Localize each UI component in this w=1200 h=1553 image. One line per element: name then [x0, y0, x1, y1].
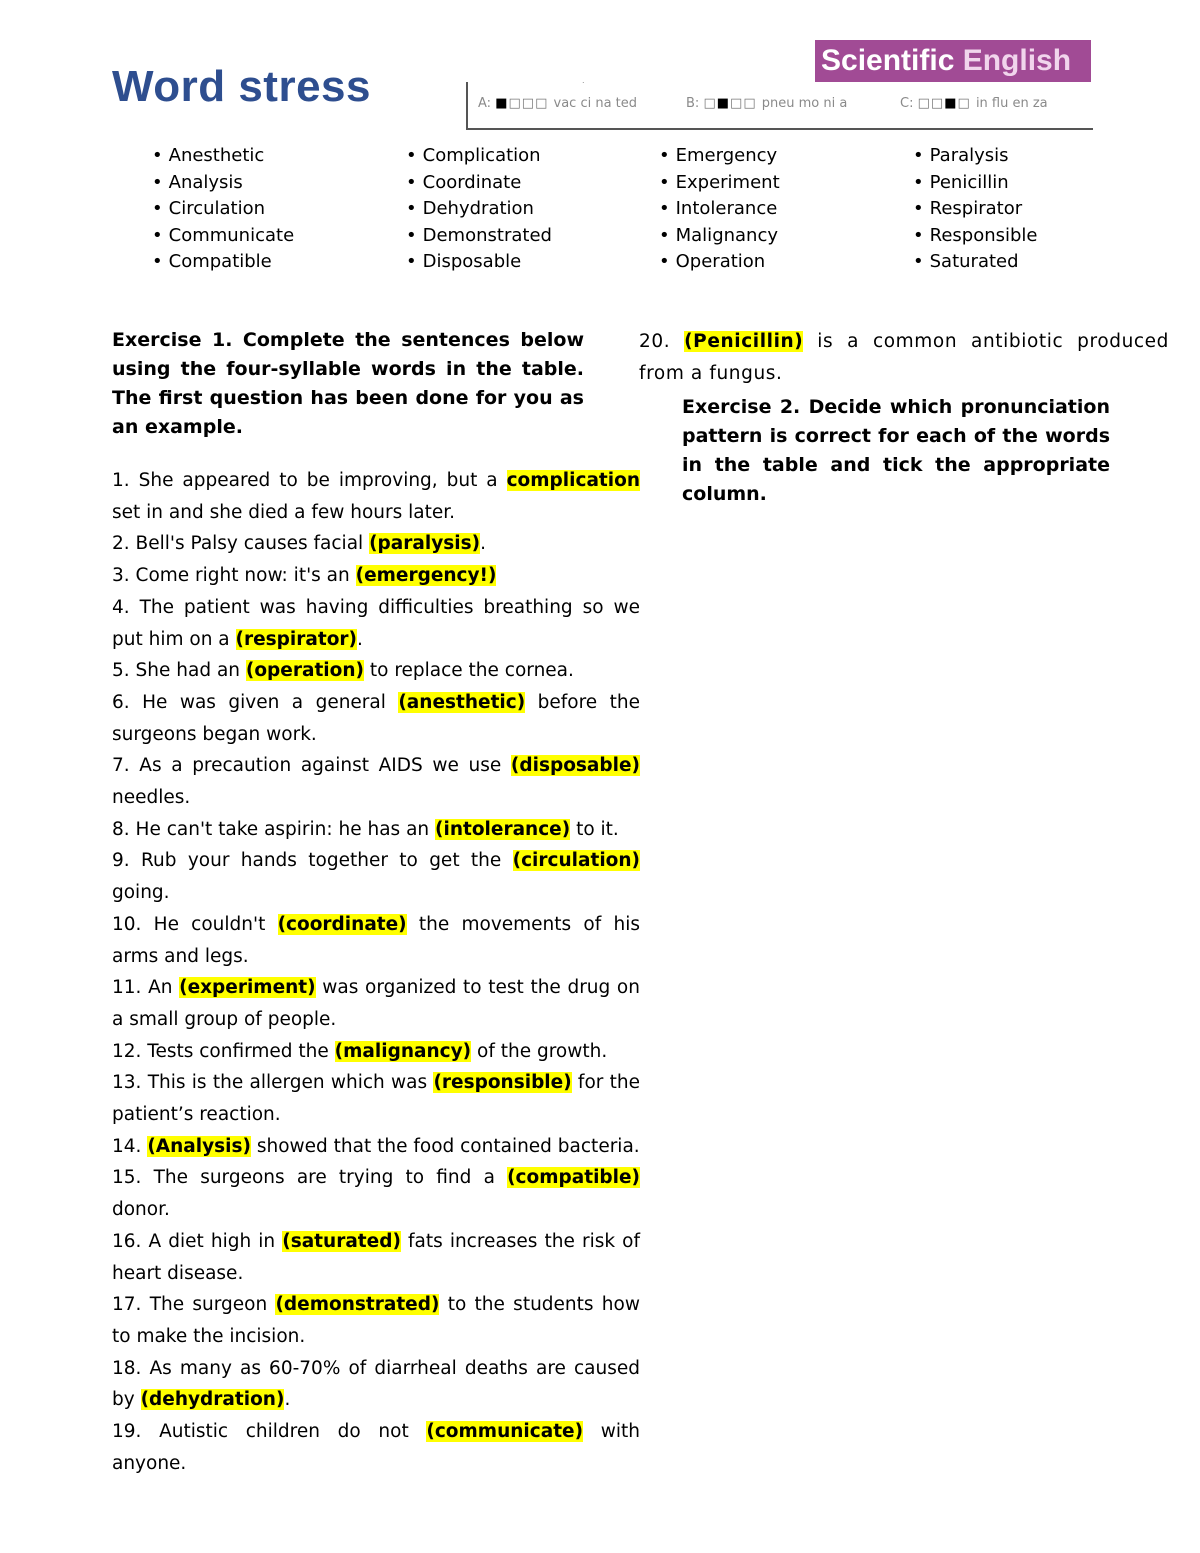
list-item: • Anesthetic: [152, 143, 294, 170]
exercise-item: 6. He was given a general (anesthetic) before the surgeons began work.: [112, 691, 640, 745]
exercise-item-20: 20. (Penicillin) is a common antibiotic produced from a fungus.: [639, 331, 1169, 384]
empty-square-icon: □: [743, 96, 757, 111]
exercise-item: 11. An (experiment) was organized to test the drug on a small group of people.: [112, 977, 640, 1030]
exercise-item: 14. (Analysis) showed that the food contained bacteria.: [112, 1135, 640, 1157]
filled-square-icon: ■: [495, 96, 509, 111]
word-list-column-3: [659, 143, 780, 276]
exercise-item: 5. She had an (operation) to replace the cornea.: [112, 660, 574, 682]
empty-square-icon: □: [703, 96, 717, 111]
right-column: [639, 326, 1169, 509]
pattern-word: pneu mo ni a: [761, 96, 848, 111]
answer-highlight: (Penicillin): [684, 331, 804, 352]
pattern-label: A:: [478, 96, 492, 111]
pattern-word: vac ci na ted: [553, 96, 638, 111]
answer-highlight: (respirator): [235, 628, 357, 650]
answer-highlight: (malignancy): [334, 1040, 472, 1062]
answer-highlight: (demonstrated): [275, 1294, 440, 1316]
exercise-item: 1. She appeared to be improving, but a complication set in and she died a few hours later.: [112, 470, 640, 523]
answer-highlight: (dehydration): [140, 1389, 285, 1411]
pattern-word: in flu en za: [975, 96, 1048, 111]
stress-pattern-b: [686, 96, 847, 111]
list-item: • Demonstrated: [406, 223, 552, 250]
stress-squares: [495, 96, 553, 111]
list-item: • Respirator: [913, 196, 1038, 223]
answer-highlight: (responsible): [433, 1072, 572, 1094]
answer-highlight: (emergency!): [355, 565, 497, 587]
exercise-item: 15. The surgeons are trying to find a (compatible) donor.: [112, 1167, 640, 1221]
exercise-item: 17. The surgeon (demonstrated) to the students how to make the incision.: [112, 1294, 640, 1347]
empty-square-icon: □: [930, 96, 945, 111]
answer-highlight: (anesthetic): [398, 691, 526, 713]
answer-highlight: complication: [506, 470, 640, 491]
empty-square-icon: □: [508, 96, 522, 111]
list-item: • Paralysis: [913, 143, 1038, 170]
list-item: • Saturated: [913, 249, 1038, 276]
empty-square-icon: □: [957, 96, 971, 111]
empty-square-icon: □: [535, 96, 549, 111]
exercise-item: 2. Bell's Palsy causes facial (paralysis).: [112, 533, 486, 555]
filled-square-icon: ■: [944, 96, 958, 111]
exercise-item: 16. A diet high in (saturated) fats increases the risk of heart disease.: [112, 1230, 640, 1284]
answer-highlight: (coordinate): [277, 913, 407, 935]
page-title: Word stress: [112, 62, 371, 111]
list-item: • Operation: [659, 249, 780, 276]
empty-square-icon: □: [730, 96, 744, 111]
empty-square-icon: □: [917, 96, 931, 111]
exercise-1-items: [112, 465, 640, 1480]
stray-dot: .: [582, 76, 585, 85]
stress-squares: [918, 96, 976, 111]
list-item: • Analysis: [152, 170, 294, 197]
filled-square-icon: ■: [716, 96, 731, 111]
list-item: • Dehydration: [406, 196, 552, 223]
list-item: • Coordinate: [406, 170, 552, 197]
exercise-item: 3. Come right now: it's an (emergency!): [112, 565, 497, 587]
answer-highlight: (operation): [245, 660, 364, 682]
exercise-item: 4. The patient was having difficulties breathing so we put him on a (respirator).: [112, 596, 640, 650]
list-item: • Communicate: [152, 223, 294, 250]
list-item: • Disposable: [406, 249, 552, 276]
answer-highlight: (communicate): [426, 1421, 584, 1443]
pattern-label: B:: [686, 96, 700, 111]
list-item: • Complication: [406, 143, 552, 170]
answer-highlight: (paralysis): [369, 533, 481, 555]
exercise-item: 12. Tests confirmed the (malignancy) of the growth.: [112, 1040, 608, 1062]
logo-word-1: Scientific: [821, 44, 955, 77]
list-item: • Malignancy: [659, 223, 780, 250]
exercise-item: 8. He can't take aspirin: he has an (intolerance) to it.: [112, 818, 619, 840]
empty-square-icon: □: [521, 96, 536, 111]
list-item: • Intolerance: [659, 196, 780, 223]
list-item: • Responsible: [913, 223, 1038, 250]
stress-pattern-key: [466, 76, 1093, 130]
answer-highlight: (experiment): [179, 977, 316, 999]
list-item: • Experiment: [659, 170, 780, 197]
answer-highlight: (intolerance): [435, 818, 571, 840]
exercise-item: 7. As a precaution against AIDS we use (disposable) needles.: [112, 755, 640, 809]
pattern-label: C:: [900, 96, 914, 111]
stress-pattern-a: [478, 96, 637, 111]
list-item: • Penicillin: [913, 170, 1038, 197]
exercise-item: 19. Autistic children do not (communicate) with anyone.: [112, 1421, 640, 1474]
logo-word-2: English: [962, 44, 1072, 77]
answer-highlight: (disposable): [510, 755, 640, 777]
exercise-1-heading: Exercise 1. Complete the sentences below using the four-syllable words in the table. The first question has been done for you as an example.: [112, 329, 584, 438]
exercise-item: 10. He couldn't (coordinate) the movements of his arms and legs.: [112, 913, 640, 967]
exercise-item: 18. As many as 60-70% of diarrheal deaths are caused by (dehydration).: [112, 1357, 640, 1411]
exercise-item: 13. This is the allergen which was (responsible) for the patient’s reaction.: [112, 1072, 641, 1126]
answer-highlight: (compatible): [507, 1167, 640, 1189]
list-item: • Emergency: [659, 143, 780, 170]
exercise-item: 9. Rub your hands together to get the (circulation) going.: [112, 850, 640, 904]
exercise-1: [112, 326, 640, 1480]
stress-pattern-c: [900, 96, 1048, 111]
word-list-column-4: [913, 143, 1038, 276]
scientific-english-logo: [815, 40, 1091, 82]
list-item: • Circulation: [152, 196, 294, 223]
exercise-2-heading: Exercise 2. Decide which pronunciation pattern is correct for each of the words in the table and tick the appropriate column.: [682, 396, 1110, 506]
word-list-column-1: [152, 143, 294, 276]
word-list-column-2: [406, 143, 552, 276]
stress-squares: [703, 96, 761, 111]
answer-highlight: (circulation): [512, 850, 640, 872]
list-item: • Compatible: [152, 249, 294, 276]
answer-highlight: (saturated): [282, 1230, 401, 1252]
answer-highlight: (Analysis): [147, 1135, 251, 1157]
